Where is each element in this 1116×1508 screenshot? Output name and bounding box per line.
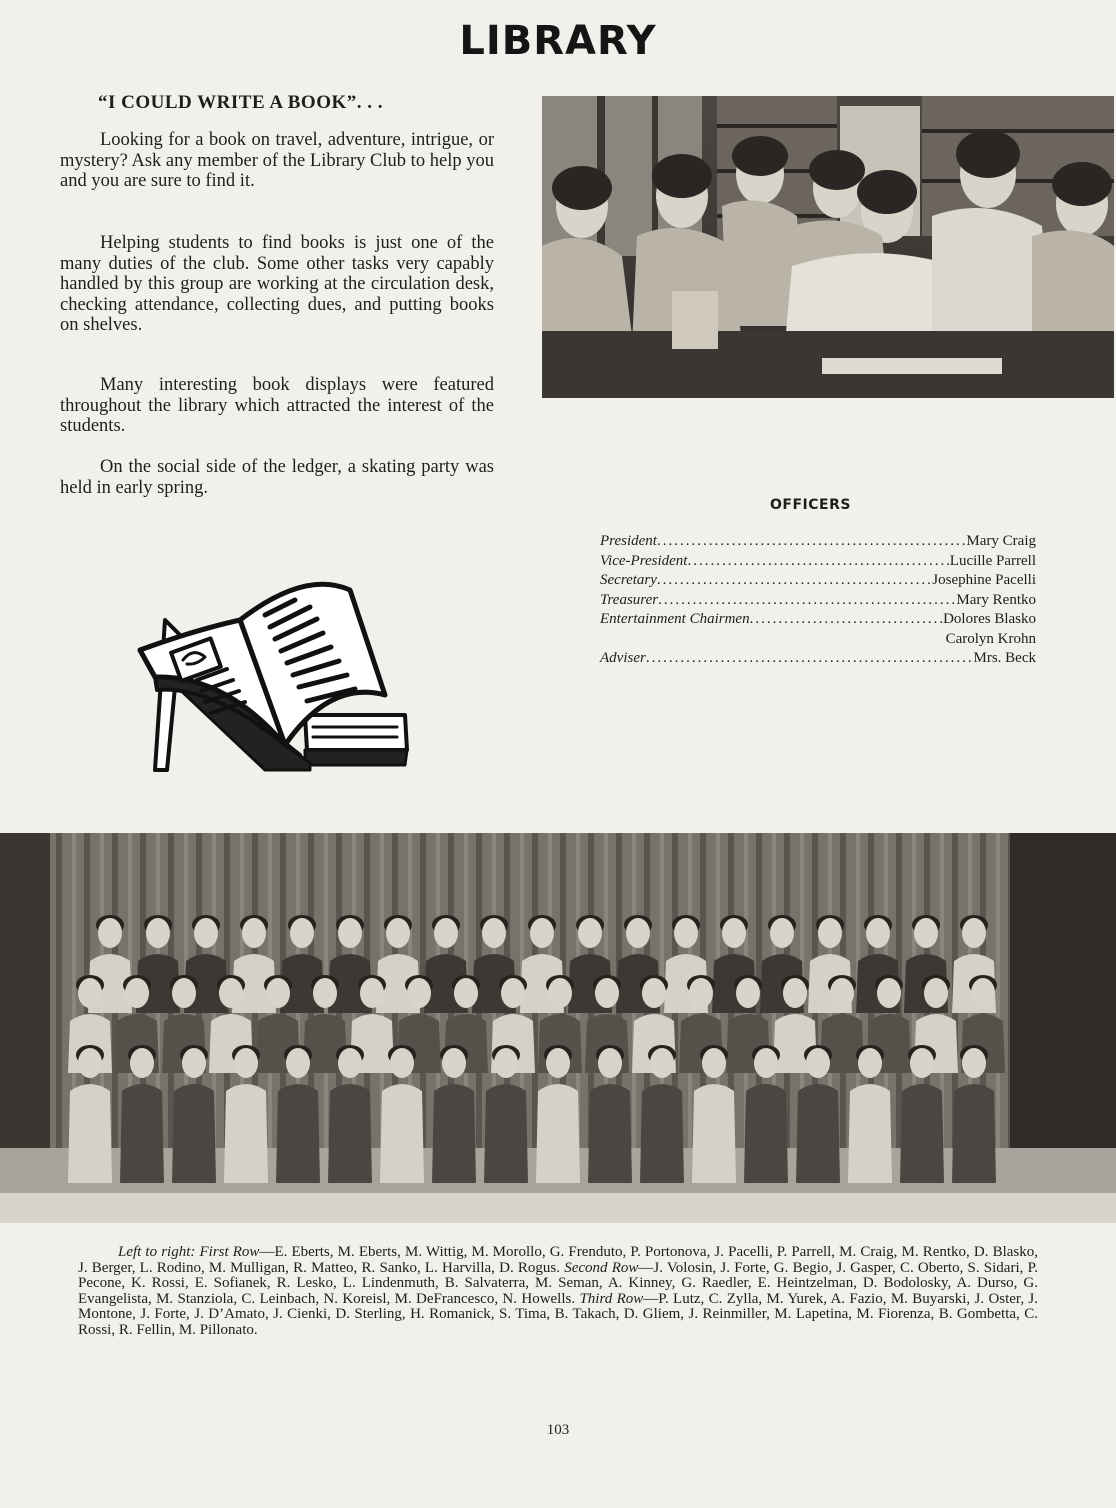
photo-caption	[78, 1245, 1038, 1338]
officer-name: Mary Rentko	[956, 591, 1036, 608]
officers-list	[600, 533, 1036, 670]
officer-name: Mrs. Beck	[973, 650, 1036, 666]
group-photo	[0, 833, 1116, 1223]
page-number: 103	[546, 1422, 570, 1438]
article-paragraph-1: Looking for a book on travel, adventure, intrigue, or mystery? Ask any member of the Library Club to help you and you are sure to find it.	[60, 130, 494, 191]
officer-row-vice-president	[600, 553, 1036, 573]
officer-role: President	[600, 533, 657, 549]
officer-name: Mary Craig	[966, 533, 1036, 549]
officer-role: Treasurer	[600, 591, 659, 608]
officer-role: Vice-President	[600, 552, 688, 569]
officer-name: Josephine Pacelli	[932, 572, 1036, 588]
officer-row-entertainment-chairmen-2	[600, 631, 1036, 651]
officer-name: Lucille Parrell	[949, 552, 1036, 569]
caption-row2-label: Second Row	[564, 1259, 639, 1276]
page-title: LIBRARY	[459, 18, 657, 64]
officers-heading: OFFICERS	[770, 497, 851, 513]
article-paragraph-2: Helping students to find books is just one of the many duties of the club. Some other tasks very capably handled by this group are working at the circulation desk, checking attendance, collecting dues, and putting books on shelves.	[60, 233, 494, 335]
officer-role: Adviser	[600, 650, 646, 666]
open-book-illustration	[135, 565, 410, 775]
officer-role: Entertainment Chairmen	[600, 611, 750, 627]
article-paragraph-4: On the social side of the ledger, a skating party was held in early spring.	[60, 457, 494, 498]
article-subheading: “I COULD WRITE A BOOK”. . .	[98, 92, 384, 113]
officer-row-adviser	[600, 650, 1036, 670]
officer-row-entertainment-chairmen	[600, 611, 1036, 631]
officer-row-president	[600, 533, 1036, 553]
officer-name: Dolores Blasko	[943, 611, 1036, 627]
caption-row2-names: —J. Volosin, J. Forte, G. Begio, J. Gasper, C. Oberto, S. Sidari, P. Pecone, K. Rossi, E. Sofianek, R. Lesko, L. Lindenmuth, B. Salvaterra, M. Seman, A. Kinney, G. Raedler, E. Heintzelman, D. Bodolosky, A. Durso, G. Evangelista, M. Stanziola, C. Leinbach, N. Koreisl, M. DeFrancesco, N. Howells.	[78, 1259, 1039, 1307]
caption-row1-label: First Row	[199, 1244, 260, 1260]
officer-row-secretary	[600, 572, 1036, 592]
officer-name: Carolyn Krohn	[945, 630, 1036, 647]
article-paragraph-3: Many interesting book displays were featured throughout the library which attracted the interest of the students.	[60, 375, 494, 436]
club-members-photo	[542, 96, 1114, 398]
caption-row3-names: —P. Lutz, C. Zylla, M. Yurek, A. Fazio, M. Buyarski, J. Oster, J. Montone, J. Forte, J. D’Amato, J. Cienki, D. Sterling, H. Romanick, S. Tima, B. Takach, D. Gliem, J. Reinmiller, M. Lapetina, M. Fiorenza, B. Gombetta, C. Rossi, R. Fellin, M. Pillonato.	[78, 1290, 1039, 1338]
caption-lead: Left to right:	[118, 1244, 196, 1260]
officer-row-treasurer	[600, 592, 1036, 612]
officer-role: Secretary	[600, 572, 657, 588]
caption-row3-label: Third Row	[579, 1290, 644, 1307]
caption-row1-names: —E. Eberts, M. Eberts, M. Wittig, M. Morollo, G. Frenduto, P. Portonova, J. Pacelli, P. Parrell, M. Craig, M. Rentko, D. Blasko, J. Berger, L. Rodino, M. Mulligan, R. Matteo, R. Sanko, L. Harvilla, D. Rogus.	[78, 1244, 1039, 1276]
